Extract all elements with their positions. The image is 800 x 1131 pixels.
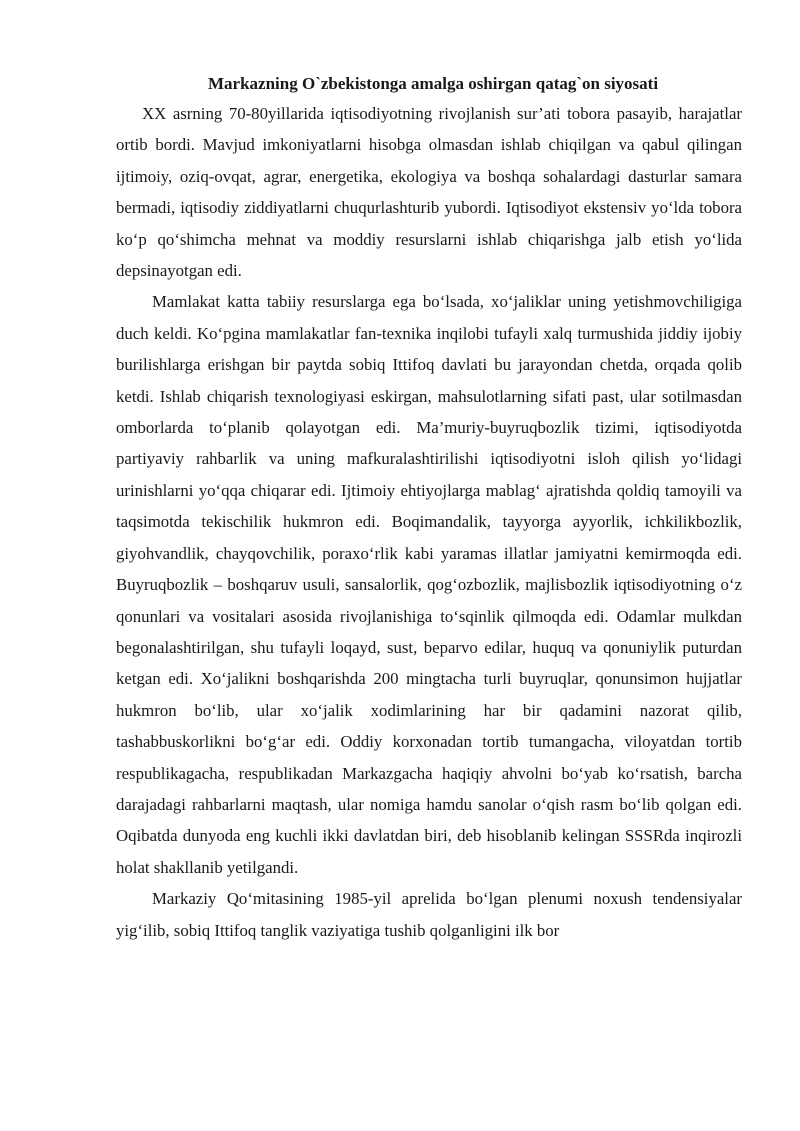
paragraph-2: Mamlakat katta tabiiy resurslarga ega bo‘lsada, xo‘jaliklar uning yetishmovchiligiga duch keldi. Ko‘pgina mamlakatlar fan-texnika inqilobi tufayli xalq turmushida jiddiy ijobiy burilishlarga erishgan bir paytda sobiq Ittifoq davlati bu jarayondan chetda, orqada qolib ketdi. Ishlab chiqarish texnologiyasi eskirgan, mahsulotlarning sifati past, ular sotilmasdan omborlarda to‘planib qolayotgan edi. Ma’muriy-buyruqbozlik tizimi, iqtisodiyotda partiyaviy rahbarlik va uning mafkuralashtirilishi iqtisodiyotni isloh qilish yo‘lidagi urinishlarni yo‘qqa chiqarar edi. Ijtimoiy ehtiyojlarga mablag‘ ajratishda qoldiq tamoyili va taqsimotda tekischilik hukmron edi. Boqimandalik, tayyorga ayyorlik, ichkilikbozlik, giyohvandlik, chayqovchilik, poraxo‘rlik kabi yaramas illatlar jamiyatni kemirmoqda edi. Buyruqbozlik – boshqaruv usuli, sansalorlik, qog‘ozbozlik, majlisbozlik iqtisodiyotning o‘z qonunlari va vositalari asosida rivojlanishiga to‘sqinlik qilmoqda edi. Odamlar mulkdan begonalashtirilgan, shu tufayli loqayd, sust, beparvo edilar, huquq va qonuniylik puturdan ketgan edi. Xo‘jalikni boshqarishda 200 mingtacha turli buyruqlar, qonunsimon hujjatlar hukmron bo‘lib, ular xo‘jalik xodimlarining har bir qadamini nazorat qilib, tashabbuskorlikni bo‘g‘ar edi. Oddiy korxonadan tortib tumangacha, viloyatdan tortib respublikagacha, respublikadan Markazgacha haqiqiy ahvolni bo‘yab ko‘rsatish, barcha darajadagi rahbarlarni maqtash, ular nomiga hamdu sanolar o‘qish rasm bo‘lib qolgan edi. Oqibatda dunyoda eng kuchli ikki davlatdan biri, deb hisoblanib kelingan SSSRda inqirozli holat shakllanib yetilgandi. <box>116 292 742 877</box>
document-body <box>116 70 742 946</box>
document-title: Markazning O`zbekistonga amalga oshirgan qatag`on siyosati <box>208 74 659 93</box>
paragraph-3: Markaziy Qo‘mitasining 1985-yil aprelida bo‘lgan plenumi noxush tendensiyalar yig‘ilib, sobiq Ittifoq tanglik vaziyatiga tushib qolganligini ilk bor <box>116 889 742 940</box>
paragraph-1: XX asrning 70-80yillarida iqtisodiyotning rivojlanish sur’ati tobora pasayib, harajatlar ortib bordi. Mavjud imkoniyatlarni hisobga olmasdan ishlab chiqilgan va qabul qilingan ijtimoiy, oziq-ovqat, agrar, energetika, ekologiya va boshqa sohalardagi dasturlar samara bermadi, iqtisodiy ziddiyatlarni chuqurlashturib yubordi. Iqtisodiyot ekstensiv yo‘lda tobora ko‘p qo‘shimcha mehnat va moddiy resurslarni ishlab chiqarishga jalb etish yo‘lida depsinayotgan edi. <box>116 104 742 281</box>
